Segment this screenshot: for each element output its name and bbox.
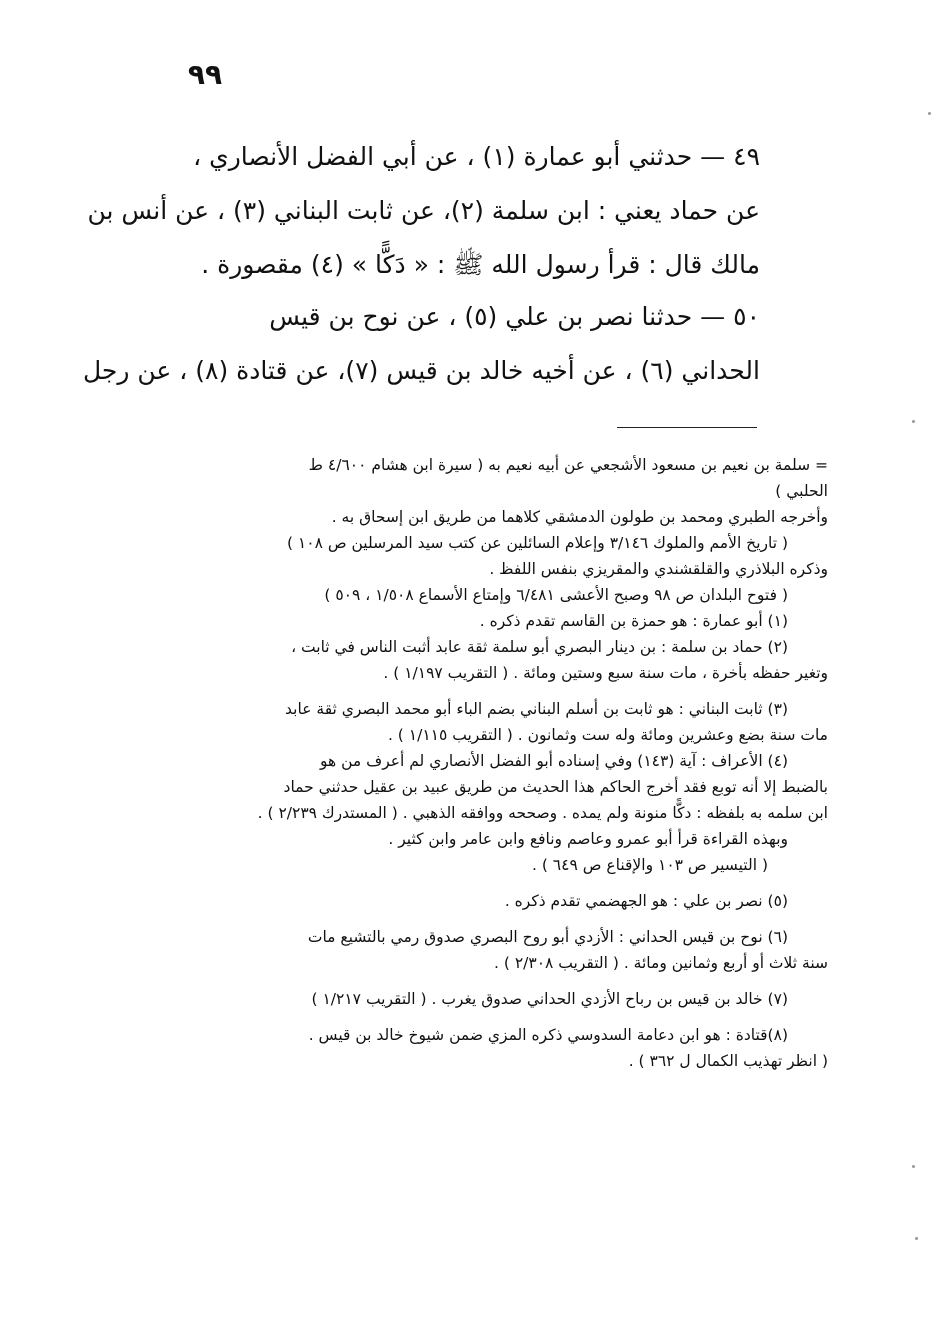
footnote-line: وأخرجه الطبري ومحمد بن طولون الدمشقي كلاهما من طريق ابن إسحاق به . — [331, 508, 828, 526]
footnote-line: بالضبط إلا أنه توبع فقد أخرج الحاكم هذا الحديث من طريق عبيد بن عقيل حدثني حماد — [283, 778, 828, 796]
footnote-line: ( تاريخ الأمم والملوك ٣/١٤٦ وإعلام السائلين عن كتب سيد المرسلين ص ١٠٨ ) — [286, 534, 788, 552]
hadith-50-line: ٥٠ — حدثنا نصر بن علي (٥) ، عن نوح بن قيس — [269, 302, 760, 331]
footnote-line: ( التيسير ص ١٠٣ والإقناع ص ٦٤٩ ) . — [531, 856, 768, 874]
footnote-line: سنة ثلاث أو أربع وثمانين ومائة . ( التقريب ٢/٣٠٨ ) . — [494, 954, 828, 972]
hadith-49-line: عن حماد يعني : ابن سلمة (٢)، عن ثابت البناني (٣) ، عن أنس بن — [87, 196, 760, 225]
scan-speck — [912, 420, 915, 423]
scan-speck — [912, 1165, 915, 1168]
footnote-line: ( فتوح البلدان ص ٩٨ وصبح الأعشى ٦/٤٨١ وإمتاع الأسماع ١/٥٠٨ ، ٥٠٩ ) — [324, 586, 788, 604]
scan-speck — [915, 1237, 918, 1240]
footnotes-section — [100, 452, 828, 1074]
footnote-item-8: (٨)قتادة : هو ابن دعامة السدوسي ذكره المزي ضمن شيوخ خالد بن قيس . — [308, 1026, 788, 1044]
hadith-50-paragraph — [82, 290, 760, 398]
footnote-line: مات سنة بضع وعشرين ومائة وله ست وثمانون . ( التقريب ١/١١٥ ) . — [387, 726, 828, 744]
footnote-line: الحلبي ) — [775, 482, 828, 500]
footnote-line: ( انظر تهذيب الكمال ل ٣٦٢ ) . — [628, 1052, 828, 1070]
scan-speck — [928, 112, 931, 115]
footnote-line: ابن سلمه به بلفظه : دكًّا منونة ولم يمده . وصححه ووافقه الذهبي . ( المستدرك ٢/٢٣٩ ) . — [257, 804, 828, 822]
footnote-separator — [617, 427, 757, 428]
footnote-line: وبهذه القراءة قرأ أبو عمرو وعاصم ونافع وابن عامر وابن كثير . — [388, 830, 788, 848]
page-number: ٩٩ — [187, 58, 223, 91]
footnote-line: وتغير حفظه بأخرة ، مات سنة سبع وستين ومائة . ( التقريب ١/١٩٧ ) . — [383, 664, 828, 682]
footnote-item-3: (٣) ثابت البناني : هو ثابت بن أسلم البناني بضم الباء أبو محمد البصري ثقة عابد — [285, 700, 788, 718]
hadith-49-line: ٤٩ — حدثني أبو عمارة (١) ، عن أبي الفضل الأنصاري ، — [193, 142, 760, 171]
hadith-49-line: مالك قال : قرأ رسول الله ﷺ : « دَكًّا » (٤) مقصورة . — [201, 250, 760, 279]
footnote-item-1: (١) أبو عمارة : هو حمزة بن القاسم تقدم ذكره . — [479, 612, 788, 630]
footnote-item-6: (٦) نوح بن قيس الحداني : الأزدي أبو روح البصري صدوق رمي بالتشيع مات — [307, 928, 788, 946]
footnote-item-5: (٥) نصر بن علي : هو الجهضمي تقدم ذكره . — [504, 892, 788, 910]
footnote-item-7: (٧) خالد بن قيس بن رباح الأزدي الحداني صدوق يغرب . ( التقريب ١/٢١٧ ) — [311, 990, 788, 1008]
hadith-50-line: الحداني (٦) ، عن أخيه خالد بن قيس (٧)، عن قتادة (٨) ، عن رجل — [82, 356, 760, 385]
hadith-49-paragraph — [87, 130, 760, 292]
footnote-item-2: (٢) حماد بن سلمة : بن دينار البصري أبو سلمة ثقة عابد أثبت الناس في ثابت ، — [291, 638, 788, 656]
footnote-line: = سلمة بن نعيم بن مسعود الأشجعي عن أبيه نعيم به ( سيرة ابن هشام ٤/٦٠٠ ط — [308, 456, 828, 474]
footnote-item-4: (٤) الأعراف : آية (١٤٣) وفي إسناده أبو الفضل الأنصاري لم أعرف من هو — [320, 752, 788, 770]
footnote-line: وذكره البلاذري والقلقشندي والمقريزي بنفس اللفظ . — [489, 560, 828, 578]
